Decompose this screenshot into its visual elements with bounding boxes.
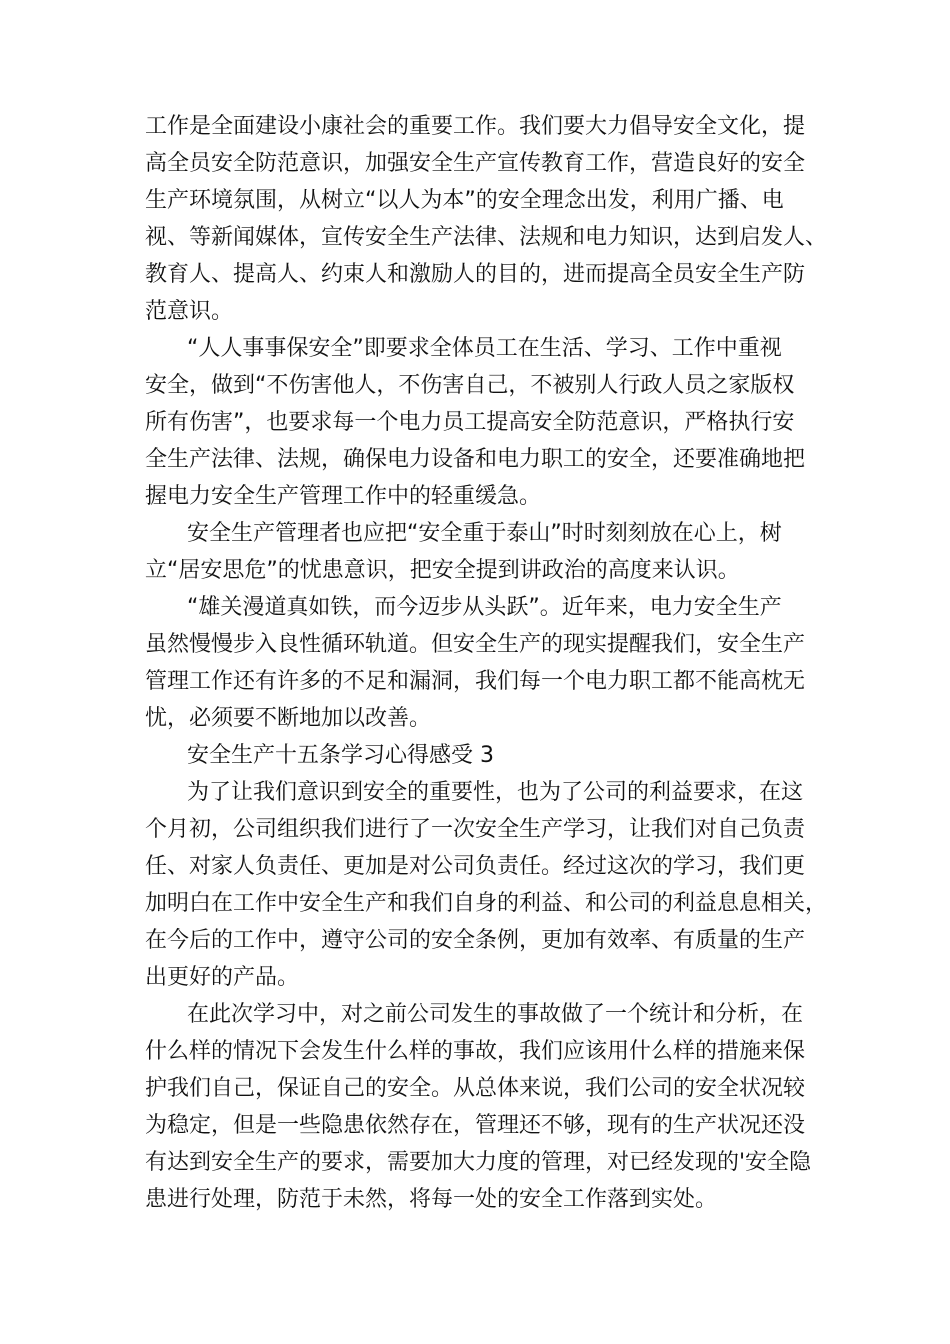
text-line: 在今后的工作中，遵守公司的安全条例，更加有效率、有质量的生产 (145, 928, 806, 953)
text-line: 出更好的产品。 (145, 965, 300, 990)
text-line: 在此次学习中，对之前公司发生的事故做了一个统计和分析，在 (187, 1002, 804, 1027)
text-line: 生产环境氛围，从树立“以人为本”的安全理念出发，利用广播、电 (145, 188, 784, 213)
text-line: 高全员安全防范意识，加强安全生产宣传教育工作，营造良好的安全 (145, 151, 806, 176)
text-line: 视、等新闻媒体，宣传安全生产法律、法规和电力知识，达到启发人、 (145, 225, 828, 250)
text-line: “人人事事保安全”即要求全体员工在生活、学习、工作中重视 (187, 336, 782, 361)
text-line: 什么样的情况下会发生什么样的事故，我们应该用什么样的措施来保 (145, 1039, 806, 1064)
text-line: 为了让我们意识到安全的重要性，也为了公司的利益要求，在这 (187, 780, 804, 805)
text-line: 为稳定，但是一些隐患依然存在，管理还不够，现有的生产状况还没 (145, 1113, 806, 1138)
document-body (145, 108, 828, 1218)
text-line: 教育人、提高人、约束人和激励人的目的，进而提高全员安全生产防 (145, 262, 806, 287)
text-line: 所有伤害”，也要求每一个电力员工提高安全防范意识，严格执行安 (145, 410, 795, 435)
text-line: 安全生产管理者也应把“安全重于泰山”时时刻刻放在心上，树 (187, 521, 782, 546)
text-line: “雄关漫道真如铁，而今迈步从头跃”。近年来，电力安全生产 (187, 595, 782, 620)
text-line: 患进行处理，防范于未然，将每一处的安全工作落到实处。 (145, 1187, 718, 1212)
text-line: 虽然慢慢步入良性循环轨道。但安全生产的现实提醒我们，安全生产 (145, 632, 806, 657)
text-line: 加明白在工作中安全生产和我们自身的利益、和公司的利益息息相关， (145, 891, 828, 916)
text-line: 工作是全面建设小康社会的重要工作。我们要大力倡导安全文化，提 (145, 114, 806, 139)
text-line: 个月初，公司组织我们进行了一次安全生产学习，让我们对自己负责 (145, 817, 806, 842)
text-line: 有达到安全生产的要求，需要加大力度的管理，对已经发现的'安全隐 (145, 1150, 812, 1175)
text-line: 忧，必须要不断地加以改善。 (145, 706, 432, 731)
text-line: 管理工作还有许多的不足和漏洞，我们每一个电力职工都不能高枕无 (145, 669, 806, 694)
text-line: 任、对家人负责任、更加是对公司负责任。经过这次的学习，我们更 (145, 854, 806, 879)
text-line: 护我们自己，保证自己的安全。从总体来说，我们公司的安全状况较 (145, 1076, 806, 1101)
text-line: 安全，做到“不伤害他人，不伤害自己，不被别人行政人员之家版权 (145, 373, 795, 398)
text-line: 全生产法律、法规，确保电力设备和电力职工的安全，还要准确地把 (145, 447, 806, 472)
section-heading: 安全生产十五条学习心得感受 3 (187, 743, 494, 768)
text-line: 范意识。 (145, 299, 234, 324)
text-line: 立“居安思危”的忧患意识，把安全提到讲政治的高度来认识。 (145, 558, 740, 583)
text-line: 握电力安全生产管理工作中的轻重缓急。 (145, 484, 542, 509)
